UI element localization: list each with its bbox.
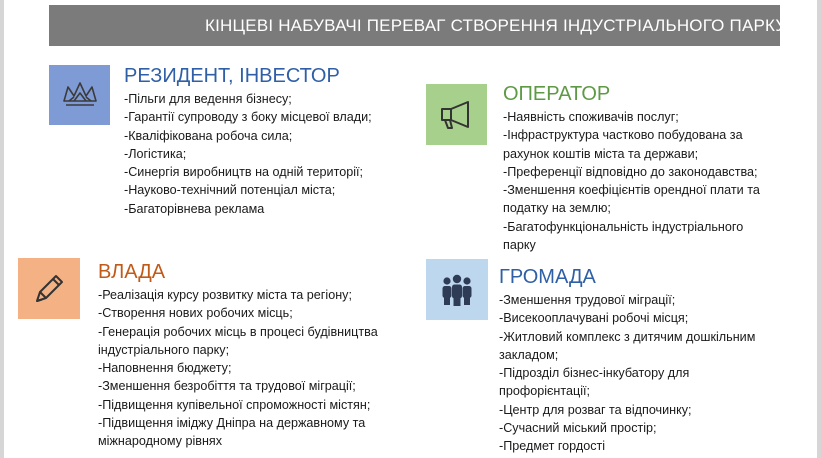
list-item: міжнародному рівнях	[98, 434, 223, 449]
gromada-icon-tile	[426, 259, 488, 320]
resident-benefits-list	[124, 90, 372, 218]
list-item: -Кваліфікована робоча сила;	[124, 128, 293, 143]
list-item: -Висекооплачувані робочі місця;	[499, 311, 689, 326]
megaphone-icon	[438, 99, 476, 131]
list-item: -Наповнення бюджету;	[98, 361, 232, 376]
resident-icon-tile	[49, 65, 110, 125]
list-item: парку	[503, 238, 536, 253]
gromada-title: ГРОМАДА	[499, 266, 596, 288]
list-item: -Предмет гордості	[499, 439, 606, 454]
list-item: -Створення нових робочих місць;	[98, 306, 293, 321]
list-item: -Реалізація курсу розвитку міста та регіону;	[98, 288, 352, 302]
list-item: -Сучасний міський простір;	[499, 421, 657, 436]
list-item: -Центр для розваг та відпочинку;	[499, 402, 692, 417]
list-item: податку на землю;	[503, 201, 611, 216]
list-item: -Пільги для ведення бізнесу;	[124, 92, 292, 106]
list-item: -Зменшення коефіцієнтів орендної плати та	[503, 183, 760, 198]
list-item: -Підвищення купівельної спроможності містян;	[98, 397, 371, 412]
list-item: -Зменшення безробіття та трудової міграції;	[98, 379, 356, 394]
crown-icon	[60, 79, 100, 111]
list-item: -Житловий комплекс з дитячим дошкільним	[499, 329, 756, 344]
list-item: -Преференції відповідно до законодавства;	[503, 164, 758, 179]
list-item: профорієнтації;	[499, 384, 591, 399]
operator-title: ОПЕРАТОР	[503, 83, 611, 105]
list-item: -Інфраструктура частково побудована за	[503, 128, 743, 143]
people-icon	[437, 272, 477, 308]
list-item: -Синергія виробництв на одній території;	[124, 165, 364, 180]
vlada-icon-tile	[18, 258, 80, 319]
resident-title: РЕЗИДЕНТ, ІНВЕСТОР	[124, 65, 340, 87]
list-item: -Науково-технічний потенціал міста;	[124, 183, 336, 198]
list-item: -Підвищення іміджу Дніпра на державному та	[98, 416, 366, 431]
page-banner-title: КІНЦЕВІ НАБУВАЧІ ПЕРЕВАГ СТВОРЕННЯ ІНДУСТРІАЛЬНОГО ПАРКУ	[49, 5, 780, 46]
list-item: закладом;	[499, 347, 559, 362]
right-edge-border	[817, 0, 821, 458]
list-item: індустріального парку;	[98, 342, 230, 357]
list-item: -Гарантії супроводу з боку місцевої влади;	[124, 110, 372, 125]
left-edge-border	[0, 0, 4, 458]
vlada-benefits-list	[98, 286, 378, 451]
vlada-title: ВЛАДА	[98, 261, 166, 283]
list-item: -Генерація робочих місць в процесі будівництва	[98, 324, 378, 339]
operator-icon-tile	[426, 84, 487, 145]
gromada-benefits-list	[499, 291, 755, 456]
operator-benefits-list	[503, 108, 760, 254]
list-item: -Логістика;	[124, 146, 187, 161]
list-item: -Багаторівнева реклама	[124, 201, 265, 216]
list-item: -Наявність споживачів послуг;	[503, 110, 679, 124]
list-item: рахунок коштів міста та держави;	[503, 146, 699, 161]
list-item: -Зменшення трудової міграції;	[499, 293, 676, 307]
list-item: -Підрозділ бізнес-інкубатору для	[499, 366, 690, 381]
pencil-icon	[31, 271, 67, 307]
list-item: -Багатофункціональність індустріального	[503, 219, 744, 234]
